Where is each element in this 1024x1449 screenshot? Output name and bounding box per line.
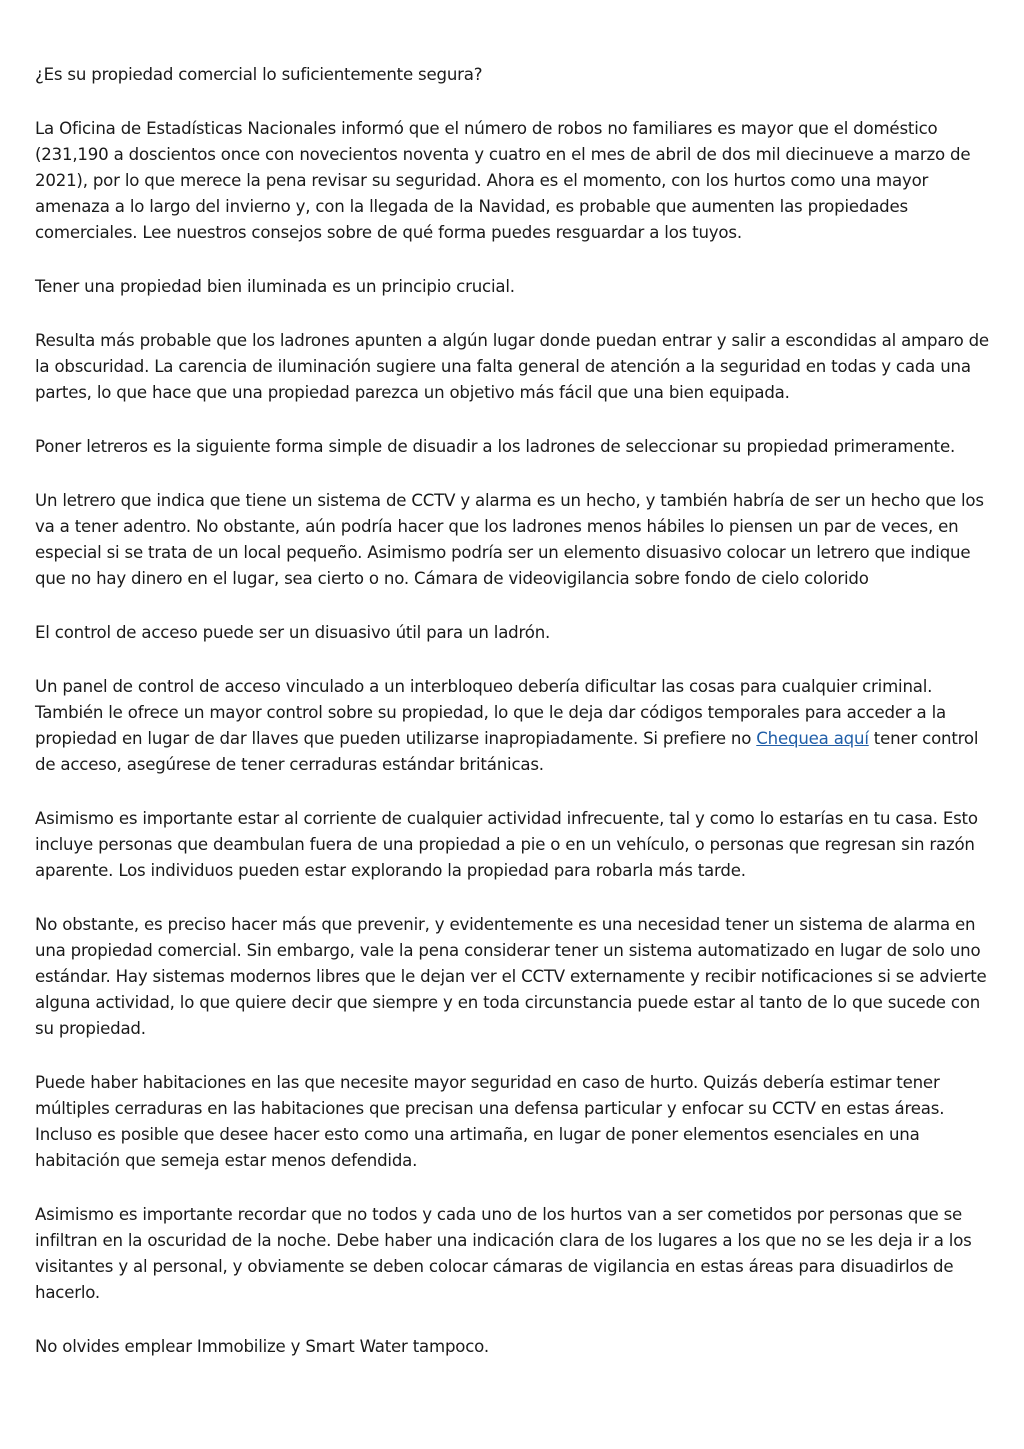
- heading-question: ¿Es su propiedad comercial lo suficientemente segura?: [35, 65, 483, 84]
- paragraph-signs: Un letrero que indica que tiene un sistema de CCTV y alarma es un hecho, y también habría de ser un hecho que los va a tener adentro. No obstante, aún podría hacer que los ladrones menos hábiles lo piensen un par de veces, en especial si se trata de un local pequeño. Asimismo podría ser un elemento disuasivo colocar un letrero que indique que no hay dinero en el lugar, sea cierto o no. Cámara de videovigilancia sobre fondo de cielo colorido: [35, 491, 984, 588]
- paragraph-statistics: La Oficina de Estadísticas Nacionales informó que el número de robos no familiares es mayor que el doméstico (231,190 a doscientos once con novecientos noventa y cuatro en el mes de abril de dos mil diecinueve a marzo de 2021), por lo que merece la pena revisar su seguridad. Ahora es el momento, con los hurtos como una mayor amenaza a lo largo del invierno y, con la llegada de la Navidad, es probable que aumenten las propiedades comerciales. Lee nuestros consejos sobre de qué forma puedes resguardar a los tuyos.: [35, 119, 971, 242]
- access-control-text-after: tener control de acceso, asegúrese de tener cerraduras estándar británicas.: [35, 729, 979, 774]
- paragraph-unusual-activity: Asimismo es importante estar al corriente de cualquier actividad infrecuente, tal y como lo estarías en tu casa. Esto incluye personas que deambulan fuera de una propiedad a pie o en un vehículo, o personas que regresan sin razón aparente. Los individuos pueden estar explorando la propiedad para robarla más tarde.: [35, 809, 978, 880]
- subheading-access-control: El control de acceso puede ser un disuasivo útil para un ladrón.: [35, 623, 551, 642]
- chequea-aqui-link[interactable]: Chequea aquí: [756, 729, 869, 748]
- paragraph-visitors: Asimismo es importante recordar que no todos y cada uno de los hurtos van a ser cometidos por personas que se infiltran en la oscuridad de la noche. Debe haber una indicación clara de los lugares a los que no se les deja ir a los visitantes y al personal, y obviamente se deben colocar cámaras de vigilancia en estas áreas para disuadirlos de hacerlo.: [35, 1205, 972, 1302]
- paragraph-access-control: [35, 674, 992, 778]
- paragraph-alarm-system: No obstante, es preciso hacer más que prevenir, y evidentemente es una necesidad tener un sistema de alarma en una propiedad comercial. Sin embargo, vale la pena considerar tener un sistema automatizado en lugar de solo uno estándar. Hay sistemas modernos libres que le dejan ver el CCTV externamente y recibir notificaciones si se advierte alguna actividad, lo que quiere decir que siempre y en toda circunstancia puede estar al tanto de lo que sucede con su propiedad.: [35, 915, 987, 1038]
- paragraph-lighting: Resulta más probable que los ladrones apunten a algún lugar donde puedan entrar y salir a escondidas al amparo de la obscuridad. La carencia de iluminación sugiere una falta general de atención a la seguridad en todas y cada una partes, lo que hace que una propiedad parezca un objetivo más fácil que una bien equipada.: [35, 331, 989, 402]
- subheading-lighting: Tener una propiedad bien iluminada es un principio crucial.: [35, 277, 515, 296]
- access-control-text-before: Un panel de control de acceso vinculado a un interbloqueo debería dificultar las cosas para cualquier criminal. También le ofrece un mayor control sobre su propiedad, lo que le deja dar códigos temporales para acceder a la propiedad en lugar de dar llaves que pueden utilizarse inapropiadamente. Si prefiere no: [35, 677, 946, 748]
- paragraph-rooms: Puede haber habitaciones en las que necesite mayor seguridad en caso de hurto. Quizás debería estimar tener múltiples cerraduras en las habitaciones que precisan una defensa particular y enfocar su CCTV en estas áreas. Incluso es posible que desee hacer esto como una artimaña, en lugar de poner elementos esenciales en una habitación que semeja estar menos defendida.: [35, 1073, 945, 1170]
- subheading-signs: Poner letreros es la siguiente forma simple de disuadir a los ladrones de seleccionar su propiedad primeramente.: [35, 437, 956, 456]
- paragraph-immobilize: No olvides emplear Immobilize y Smart Water tampoco.: [35, 1337, 489, 1356]
